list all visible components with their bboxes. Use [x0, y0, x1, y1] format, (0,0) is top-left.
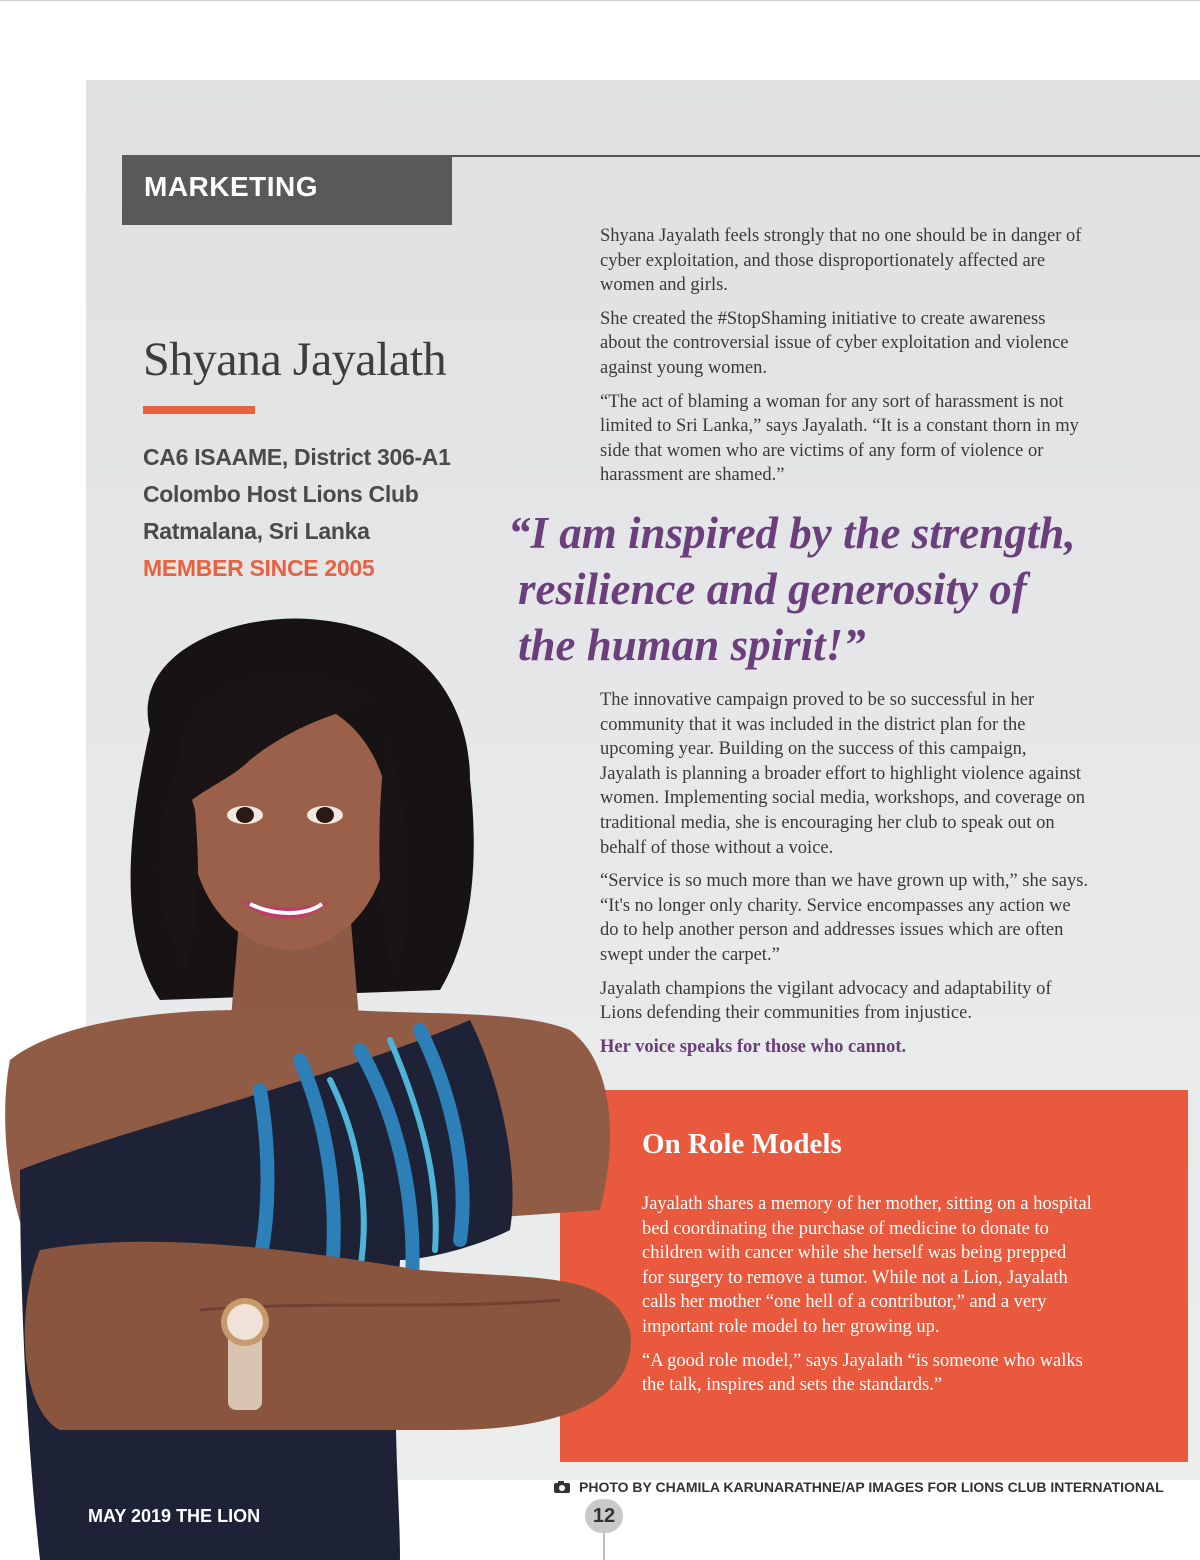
page-marker-line: [603, 1533, 605, 1560]
photo-credit: [553, 1479, 1164, 1495]
paragraph: “The act of blaming a woman for any sort of harassment is not limited to Sri Lanka,” says Jayalath. “It is a constant thorn in my side that women who are victims of any form of violence or harassment are shamed.”: [600, 391, 1079, 486]
portrait-photo: [0, 610, 640, 1560]
name-accent-bar: [143, 406, 255, 414]
profile-location: Ratmalana, Sri Lanka: [143, 518, 370, 544]
paragraph: The innovative campaign proved to be so successful in her community that it was included in the district plan for the upcoming year. Building on the success of this campaign, Jayalath is planning a broader effort to highlight violence against women. Implementing social media, workshops, and coverage on traditional media, she is encouraging her club to speak out on behalf of those without a voice.: [600, 690, 1085, 858]
paragraph: Jayalath champions the vigilant advocacy and adaptability of Lions defending their communities from injustice.: [600, 978, 1052, 1024]
section-label-text: MARKETING: [144, 171, 319, 202]
pull-quote-line: the human spirit!”: [518, 620, 866, 670]
section-label: [122, 155, 452, 225]
paragraph: “A good role model,” says Jayalath “is someone who walks the talk, inspires and sets the standards.”: [642, 1350, 1083, 1396]
photo-credit-text: PHOTO BY CHAMILA KARUNARATHNE/AP IMAGES FOR LIONS CLUB INTERNATIONAL: [579, 1479, 1164, 1495]
role-models-sidebar: [560, 1090, 1188, 1462]
pull-quote-line: resilience and generosity of: [518, 564, 1027, 614]
arms: [25, 1242, 631, 1430]
profile-name: Shyana Jayalath: [143, 333, 447, 386]
profile-club: Colombo Host Lions Club: [143, 481, 419, 507]
member-since: MEMBER SINCE 2005: [143, 555, 375, 581]
issue-label: MAY 2019 THE LION: [88, 1506, 261, 1526]
paragraph: Shyana Jayalath feels strongly that no one should be in danger of cyber exploitation, and those disproportionately affected are women and girls.: [600, 226, 1082, 296]
paragraph: “Service is so much more than we have grown up with,” she says. “It's no longer only charity. Service encompasses any action we do to help another person and addresses issues which are often swept under the carpet.”: [600, 871, 1089, 965]
sidebar-body: [642, 1192, 1092, 1407]
section-rule: [452, 155, 1200, 157]
page-number: 12: [585, 1499, 623, 1533]
paragraph: She created the #StopShaming initiative to create awareness about the controversial issue of cyber exploitation and violence against young women.: [600, 308, 1069, 378]
pull-quote-line: “I am inspired by the strength,: [508, 508, 1076, 558]
article-intro: [600, 224, 1090, 497]
sidebar-title: On Role Models: [642, 1128, 842, 1160]
profile-title: CA6 ISAAME, District 306-A1: [143, 444, 451, 470]
paragraph: Jayalath shares a memory of her mother, sitting on a hospital bed coordinating the purchase of medicine to donate to children with cancer while she herself was being prepped for surgery to remove a tumor. While not a Lion, Jayalath calls her mother “one hell of a contributor,” and a very important role model to her growing up.: [642, 1194, 1092, 1337]
camera-icon: [553, 1480, 571, 1494]
article-body: [600, 688, 1090, 1068]
tagline: Her voice speaks for those who cannot.: [600, 1036, 907, 1057]
